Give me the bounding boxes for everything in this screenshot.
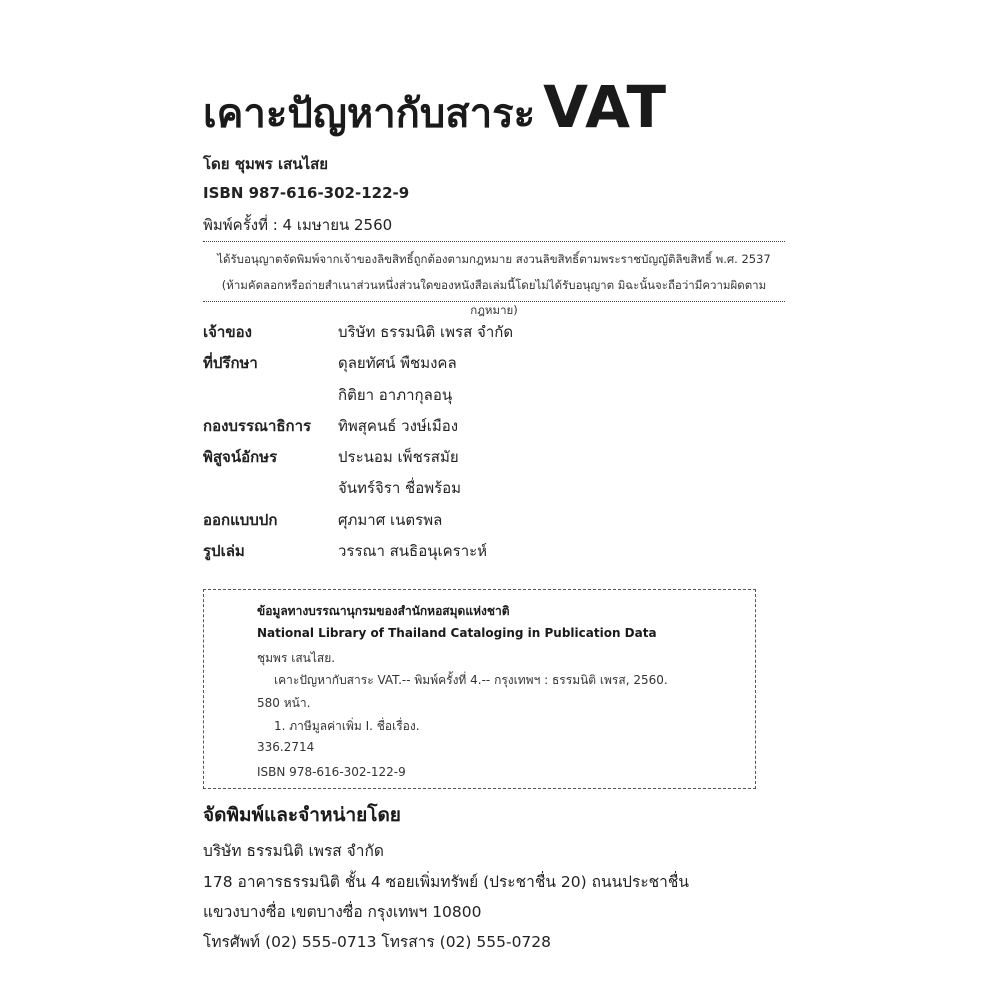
- credit-name: ดุลยทัศน์ พืชมงคล: [338, 354, 457, 373]
- copyright-warning: (ห้ามคัดลอกหรือถ่ายสำเนาส่วนหนึ่งส่วนใดของหนังสือเล่มนี้โดยไม่ได้รับอนุญาต มิฉะนั้นจะถือว่ามีความผิดตามกฎหมาย): [221, 278, 767, 317]
- credit-name: บริษัท ธรรมนิติ เพรส จำกัด: [338, 323, 514, 341]
- cataloging-box: [203, 589, 756, 789]
- copyright-notice: ได้รับอนุญาตจัดพิมพ์จากเจ้าของลิขสิทธิ์ถูกต้องตามกฎหมาย สงวนลิขสิทธิ์ตามพระราชบัญญัติลิขสิทธิ์ พ.ศ. 2537: [217, 252, 771, 266]
- credit-row: [203, 414, 763, 445]
- book-isbn: ISBN 987-616-302-122-9: [203, 184, 410, 202]
- credit-row: [203, 383, 763, 414]
- cip-heading-en: National Library of Thailand Cataloging in Publication Data: [257, 626, 657, 640]
- credit-role: ออกแบบปก: [203, 510, 278, 529]
- credit-row: [203, 476, 763, 507]
- credit-name: วรรณา สนธิอนุเคราะห์: [338, 542, 488, 561]
- credit-name: กิติยา อาภากุลอนุ: [338, 385, 453, 404]
- credit-row: [203, 320, 763, 351]
- book-author: โดย ชุมพร เสนไสย: [203, 155, 329, 173]
- credit-name: ศุภมาศ เนตรพล: [338, 510, 443, 529]
- credit-row: [203, 508, 763, 539]
- cip-pages: 580 หน้า.: [257, 696, 311, 710]
- credit-role: รูปเล่ม: [203, 542, 245, 561]
- cip-subject: 1. ภาษีมูลค่าเพิ่ม I. ชื่อเรื่อง.: [274, 719, 420, 733]
- divider-top: [203, 241, 785, 242]
- book-edition: พิมพ์ครั้งที่ : 4 เมษายน 2560: [203, 216, 393, 234]
- publisher-address-line1: 178 อาคารธรรมนิติ ชั้น 4 ซอยเพิ่มทรัพย์ (ประชาชื่น 20) ถนนประชาชื่น: [203, 873, 689, 891]
- credit-role: กองบรรณาธิการ: [203, 416, 312, 435]
- book-title: [203, 73, 668, 141]
- publisher-heading: จัดพิมพ์และจำหน่ายโดย: [203, 804, 401, 826]
- book-title-latin: VAT: [543, 73, 668, 141]
- credit-role: ที่ปรึกษา: [203, 354, 258, 373]
- publisher-address-line2: แขวงบางซื่อ เขตบางซื่อ กรุงเทพฯ 10800: [203, 903, 482, 921]
- credit-role: เจ้าของ: [203, 323, 252, 341]
- credit-name: จันทร์จิรา ชื่อพร้อม: [338, 479, 462, 498]
- credit-row: [203, 445, 763, 476]
- publisher-name: บริษัท ธรรมนิติ เพรส จำกัด: [203, 842, 384, 860]
- credit-row: [203, 351, 763, 382]
- cip-heading-thai: ข้อมูลทางบรรณานุกรมของสำนักหอสมุดแห่งชาติ: [257, 604, 510, 618]
- cip-imprint: เคาะปัญหากับสาระ VAT.-- พิมพ์ครั้งที่ 4.-- กรุงเทพฯ : ธรรมนิติ เพรส, 2560.: [274, 673, 668, 687]
- credit-name: ทิพสุคนธ์ วงษ์เมือง: [338, 416, 459, 435]
- cip-isbn: ISBN 978-616-302-122-9: [257, 765, 406, 779]
- credit-role: พิสูจน์อักษร: [203, 448, 278, 467]
- divider-bottom: [203, 301, 785, 302]
- book-title-thai: เคาะปัญหากับสาระ: [203, 91, 536, 137]
- credit-name: ประนอม เพ็ชรสมัย: [338, 448, 459, 467]
- credit-row: [203, 539, 763, 570]
- publisher-contact: โทรศัพท์ (02) 555-0713 โทรสาร (02) 555-0728: [203, 933, 552, 951]
- credits-list: [203, 320, 763, 570]
- cip-author: ชุมพร เสนไสย.: [257, 651, 336, 665]
- cip-classification: 336.2714: [257, 740, 315, 754]
